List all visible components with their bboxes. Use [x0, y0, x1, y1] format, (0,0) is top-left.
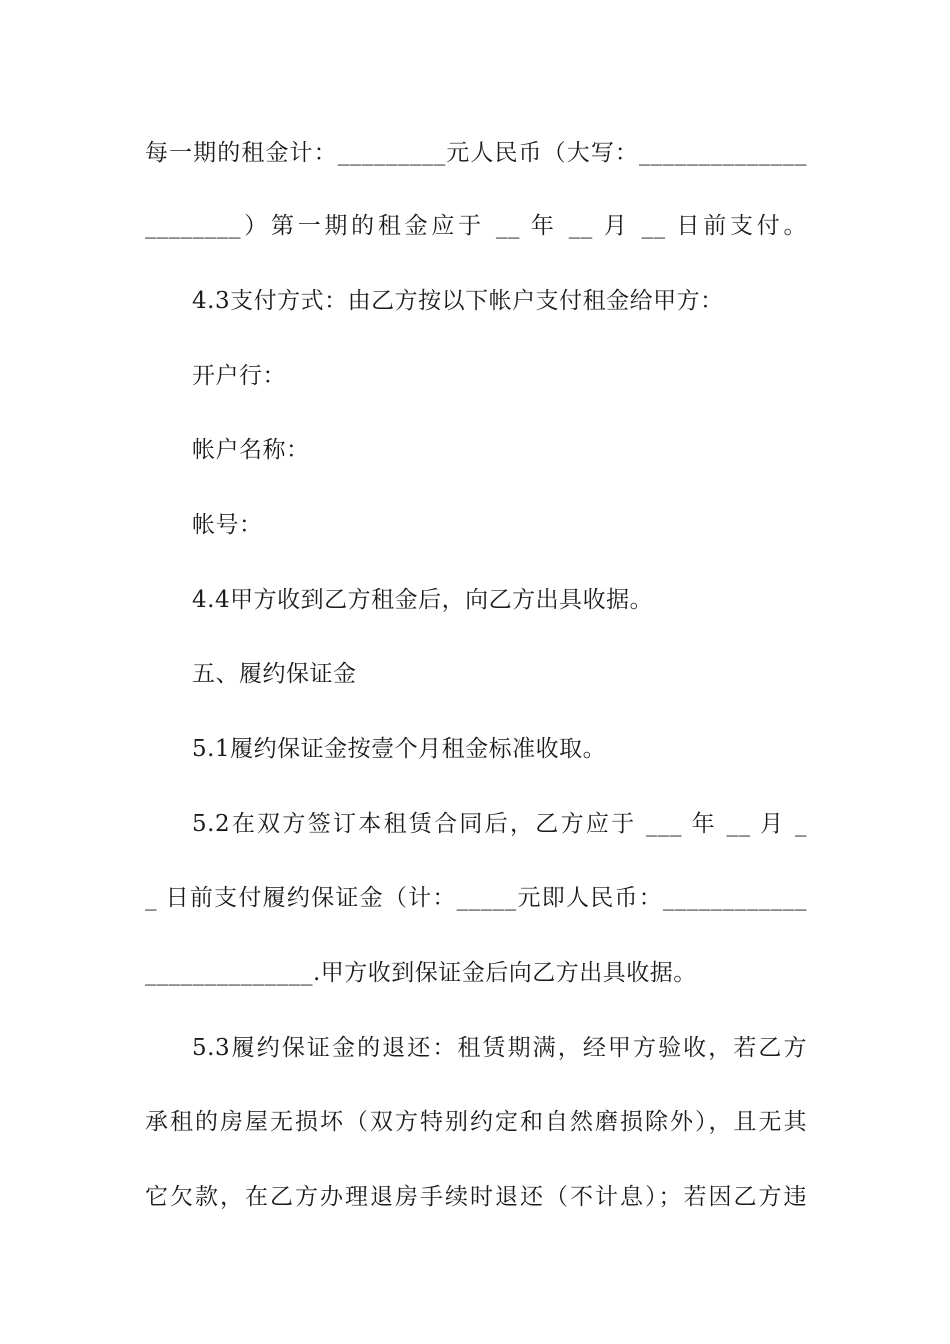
paragraph-line-1: 每一期的租金计：_________元人民币（大写：______________ — [145, 140, 807, 166]
bank-label-line: 开户行： — [192, 363, 286, 389]
section-5-3-line-1: 5.3履约保证金的退还：租赁期满，经甲方验收，若乙方 — [192, 1035, 807, 1061]
section-5-heading: 五、履约保证金 — [192, 661, 357, 687]
section-5-2-line-3: ______________.甲方收到保证金后向乙方出具收据。 — [145, 960, 697, 986]
section-5-3-line-2: 承租的房屋无损坏（双方特别约定和自然磨损除外），且无其 — [145, 1109, 807, 1135]
section-5-3-line-3: 它欠款，在乙方办理退房手续时退还（不计息）；若因乙方违 — [145, 1184, 807, 1210]
account-number-line: 帐号： — [192, 512, 263, 538]
section-4-3-line: 4.3支付方式：由乙方按以下帐户支付租金给甲方： — [192, 288, 724, 314]
paragraph-line-2: ________）第一期的租金应于 __ 年 __ 月 __ 日前支付。 — [145, 213, 807, 239]
section-5-2-line-1: 5.2在双方签订本租赁合同后，乙方应于 ___ 年 __ 月 _ — [192, 811, 807, 837]
section-5-2-line-2: _ 日前支付履约保证金（计：_____元即人民币：____________ — [145, 885, 807, 911]
account-name-line: 帐户名称： — [192, 437, 310, 463]
section-5-1-line: 5.1履约保证金按壹个月租金标准收取。 — [192, 736, 607, 762]
section-4-4-line: 4.4甲方收到乙方租金后，向乙方出具收据。 — [192, 587, 654, 613]
